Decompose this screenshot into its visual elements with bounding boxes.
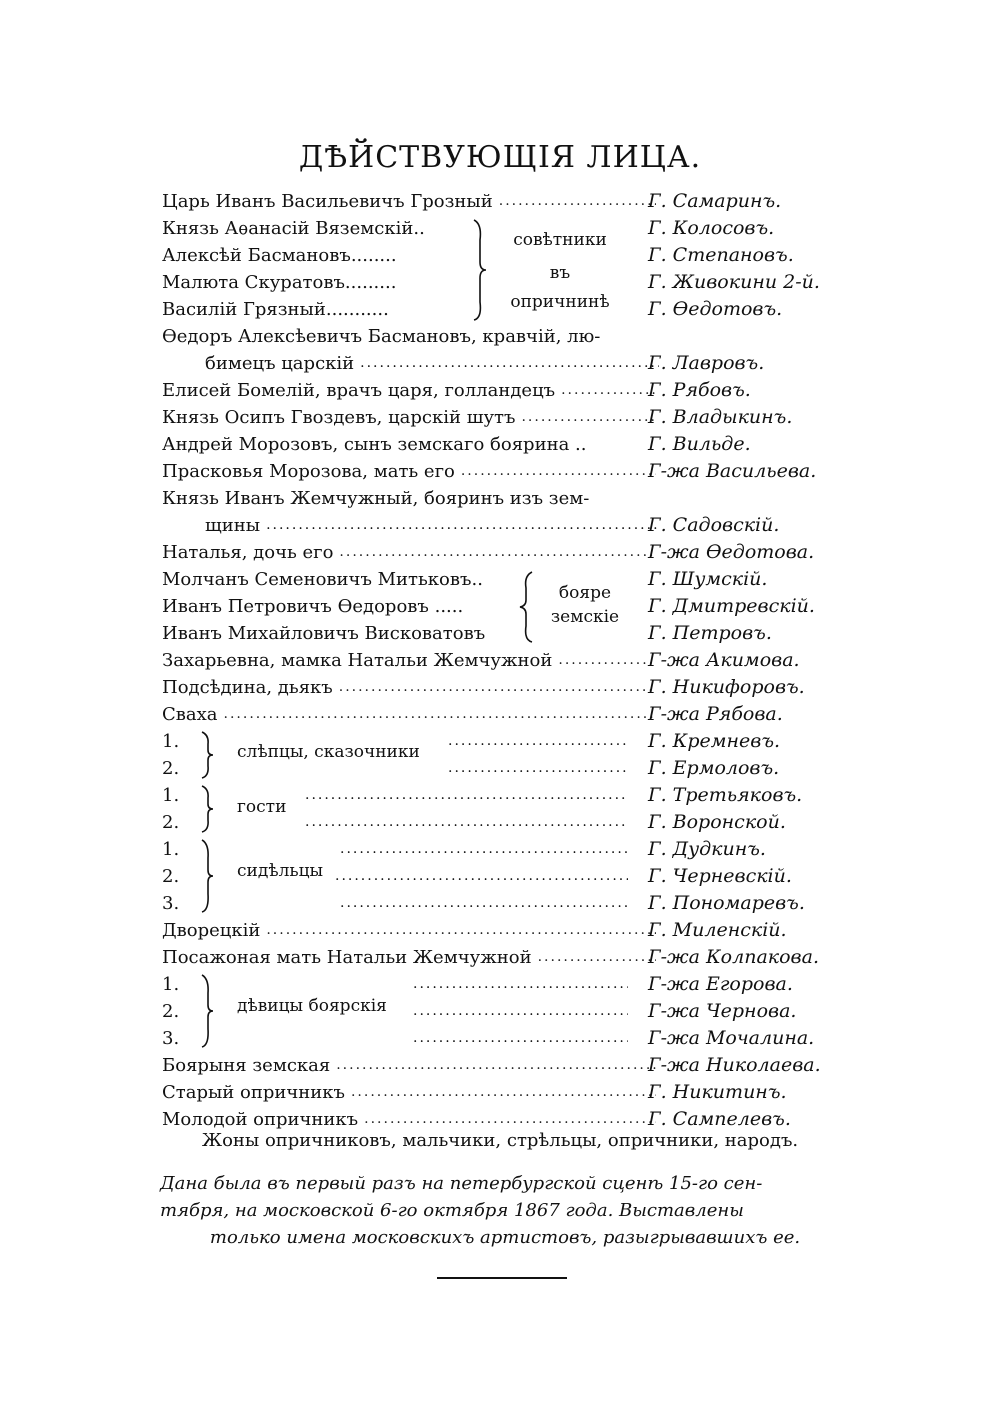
- role-name: Посажоная мать Натальи Жемчужной: [162, 946, 532, 968]
- leader-dots: [558, 652, 656, 668]
- leader-dots: [561, 382, 656, 398]
- group-label: земскіе: [550, 607, 620, 627]
- item-number: 3.: [162, 892, 180, 914]
- item-number: 1.: [162, 838, 180, 860]
- role-name: Малюта Скуратовъ.........: [162, 271, 397, 293]
- actor-name: Г-жа Чернова.: [648, 1000, 797, 1022]
- role-name: Иванъ Михайловичъ Висковатовъ: [162, 622, 486, 644]
- actor-name: Г-жа Николаева.: [648, 1054, 821, 1076]
- role-name: щины: [205, 514, 261, 536]
- premiere-note: [160, 1170, 850, 1251]
- cast-row: [162, 323, 642, 349]
- cast-row: [162, 647, 662, 673]
- group-brace: [518, 570, 538, 644]
- cast-row: [162, 296, 462, 322]
- item-number: 2.: [162, 865, 180, 887]
- actor-name: Г. Черневскій.: [648, 865, 792, 887]
- group-label: дѣвицы боярскія: [237, 996, 387, 1016]
- actor-name: Г. Шумскій.: [648, 568, 768, 590]
- cast-row: [162, 674, 662, 700]
- role-name: Сваха: [162, 703, 218, 725]
- group-label: слѣпцы, сказочники: [237, 742, 420, 762]
- actor-name: Г. Колосовъ.: [648, 217, 775, 239]
- leader-dots: [336, 1057, 656, 1073]
- cast-row: [162, 485, 642, 511]
- role-name: бимецъ царскій: [205, 352, 355, 374]
- actor-name: Г. Лавровъ.: [648, 352, 765, 374]
- group-brace: [468, 218, 488, 322]
- actor-name: Г. Миленскій.: [648, 919, 787, 941]
- actor-name: Г. Воронской.: [648, 811, 786, 833]
- cast-row: [162, 593, 522, 619]
- actor-name: Г. Владыкинъ.: [648, 406, 793, 428]
- actor-name: Г-жа Ѳедотова.: [648, 541, 815, 563]
- role-name: Боярыня земская: [162, 1054, 331, 1076]
- leader-dots: [448, 755, 628, 781]
- role-name: Захарьевна, мамка Натальи Жемчужной: [162, 649, 553, 671]
- leader-dots: [335, 863, 628, 889]
- actor-name: Г. Пономаревъ.: [648, 892, 805, 914]
- leader-dots: [413, 998, 628, 1024]
- role-name: Царь Иванъ Васильевичъ Грозный: [162, 190, 493, 212]
- role-name: Старый опричникъ: [162, 1081, 345, 1103]
- cast-row: [162, 377, 662, 403]
- actor-name: Г. Живокини 2-й.: [648, 271, 820, 293]
- leader-dots: [360, 355, 659, 371]
- group-brace: [198, 838, 216, 914]
- role-name: Елисей Бомелій, врачъ царя, голландецъ: [162, 379, 556, 401]
- cast-row: [162, 215, 462, 241]
- role-name: Наталья, дочь его: [162, 541, 334, 563]
- leader-dots: [340, 836, 628, 862]
- leader-dots: [413, 1025, 628, 1051]
- actor-name: Г. Кремневъ.: [648, 730, 781, 752]
- leader-dots: [266, 517, 659, 533]
- actor-name: Г-жа Егорова.: [648, 973, 793, 995]
- item-number: 2.: [162, 1000, 180, 1022]
- leader-dots: [340, 890, 628, 916]
- role-name: Князь Иванъ Жемчужный, бояринъ изъ зем-: [162, 487, 590, 509]
- role-name: Князь Осипъ Гвоздевъ, царскій шутъ: [162, 406, 516, 428]
- leader-dots: [266, 922, 656, 938]
- leader-dots: [448, 728, 628, 754]
- cast-row: [162, 188, 662, 214]
- leader-dots: [499, 193, 656, 209]
- cast-row: [162, 1079, 662, 1105]
- actor-name: Г-жа Мочалина.: [648, 1027, 815, 1049]
- actor-name: Г. Дмитревскій.: [648, 595, 815, 617]
- cast-row: [162, 269, 462, 295]
- item-number: 1.: [162, 730, 180, 752]
- leader-dots: [224, 706, 656, 722]
- group-brace: [198, 784, 216, 834]
- role-name: Василій Грязный...........: [162, 298, 389, 320]
- role-name: Ѳедоръ Алексѣевичъ Басмановъ, кравчій, лю-: [162, 325, 601, 347]
- leader-dots: [413, 971, 628, 997]
- leader-dots: [305, 809, 628, 835]
- actor-name: Г. Ѳедотовъ.: [648, 298, 783, 320]
- role-name: Андрей Морозовъ, сынъ земскаго боярина ..: [162, 433, 587, 455]
- group-label: бояре: [558, 583, 612, 603]
- cast-row: [162, 242, 462, 268]
- leader-dots: [538, 949, 656, 965]
- cast-row: [162, 1106, 662, 1132]
- actor-name: Г. Степановъ.: [648, 244, 794, 266]
- leader-dots: [339, 544, 656, 560]
- group-brace: [198, 730, 216, 780]
- actor-name: Г. Самаринъ.: [648, 190, 782, 212]
- cast-row: [162, 917, 662, 943]
- cast-row-continuation: [205, 512, 665, 538]
- page-title: ДѢЙСТВУЮЩІЯ ЛИЦА.: [298, 140, 702, 175]
- leader-dots: [461, 463, 656, 479]
- leader-dots: [339, 679, 656, 695]
- cast-row: [162, 701, 662, 727]
- actor-name: Г-жа Колпакова.: [648, 946, 819, 968]
- role-name: Подсѣдина, дьякъ: [162, 676, 333, 698]
- role-name: Дворецкій: [162, 919, 261, 941]
- cast-row: [162, 620, 522, 646]
- actor-name: Г. Дудкинъ.: [648, 838, 766, 860]
- role-name: Алексѣй Басмановъ........: [162, 244, 397, 266]
- role-name: Молодой опричникъ: [162, 1108, 359, 1130]
- actor-name: Г. Ермоловъ.: [648, 757, 780, 779]
- item-number: 1.: [162, 973, 180, 995]
- leader-dots: [305, 782, 628, 808]
- note-line: только имена московскихъ артистовъ, разыгрывавшихъ ее.: [209, 1227, 801, 1248]
- closing-rule: [437, 1277, 567, 1279]
- actor-name: Г-жа Акимова.: [648, 649, 800, 671]
- item-number: 3.: [162, 1027, 180, 1049]
- item-number: 1.: [162, 784, 180, 806]
- cast-row: [162, 566, 522, 592]
- cast-row: [162, 539, 662, 565]
- group-label: гости: [237, 797, 287, 817]
- actor-name: Г. Сампелевъ.: [648, 1108, 791, 1130]
- cast-row: [162, 404, 662, 430]
- cast-row: [162, 1052, 662, 1078]
- role-name: Молчанъ Семеновичъ Митьковъ..: [162, 568, 483, 590]
- role-name: Прасковья Морозова, мать его: [162, 460, 455, 482]
- role-name: Иванъ Петровичъ Ѳедоровъ .....: [162, 595, 464, 617]
- item-number: 2.: [162, 811, 180, 833]
- extras-line: Жоны опричниковъ, мальчики, стрѣльцы, опричники, народъ.: [201, 1130, 799, 1151]
- leader-dots: [351, 1084, 656, 1100]
- cast-row: [162, 944, 662, 970]
- group-label: совѣтники: [513, 230, 607, 250]
- actor-name: Г. Никифоровъ.: [648, 676, 805, 698]
- role-name: Князь Аѳанасій Вяземскій..: [162, 217, 425, 239]
- actor-name: Г. Петровъ.: [648, 622, 772, 644]
- group-label: сидѣльцы: [237, 861, 324, 881]
- leader-dots: [364, 1111, 656, 1127]
- note-line: тября, на московской 6-го октября 1867 года. Выставлены: [160, 1200, 744, 1221]
- actor-name: Г-жа Васильева.: [648, 460, 817, 482]
- cast-row: [162, 431, 662, 457]
- actor-name: Г. Никитинъ.: [648, 1081, 787, 1103]
- actor-name: Г. Третьяковъ.: [648, 784, 803, 806]
- actor-name: Г-жа Рябова.: [648, 703, 783, 725]
- group-brace: [198, 973, 216, 1049]
- actor-name: Г. Садовскій.: [648, 514, 780, 536]
- leader-dots: [521, 409, 656, 425]
- group-label: опричнинѣ: [510, 292, 610, 312]
- actor-name: Г. Вильде.: [648, 433, 751, 455]
- item-number: 2.: [162, 757, 180, 779]
- group-label: въ: [549, 263, 571, 283]
- note-line: Дана была въ первый разъ на петербургской сценѣ 15-го сен-: [160, 1173, 763, 1194]
- cast-row: [162, 458, 662, 484]
- actor-name: Г. Рябовъ.: [648, 379, 751, 401]
- cast-row-continuation: [205, 350, 665, 376]
